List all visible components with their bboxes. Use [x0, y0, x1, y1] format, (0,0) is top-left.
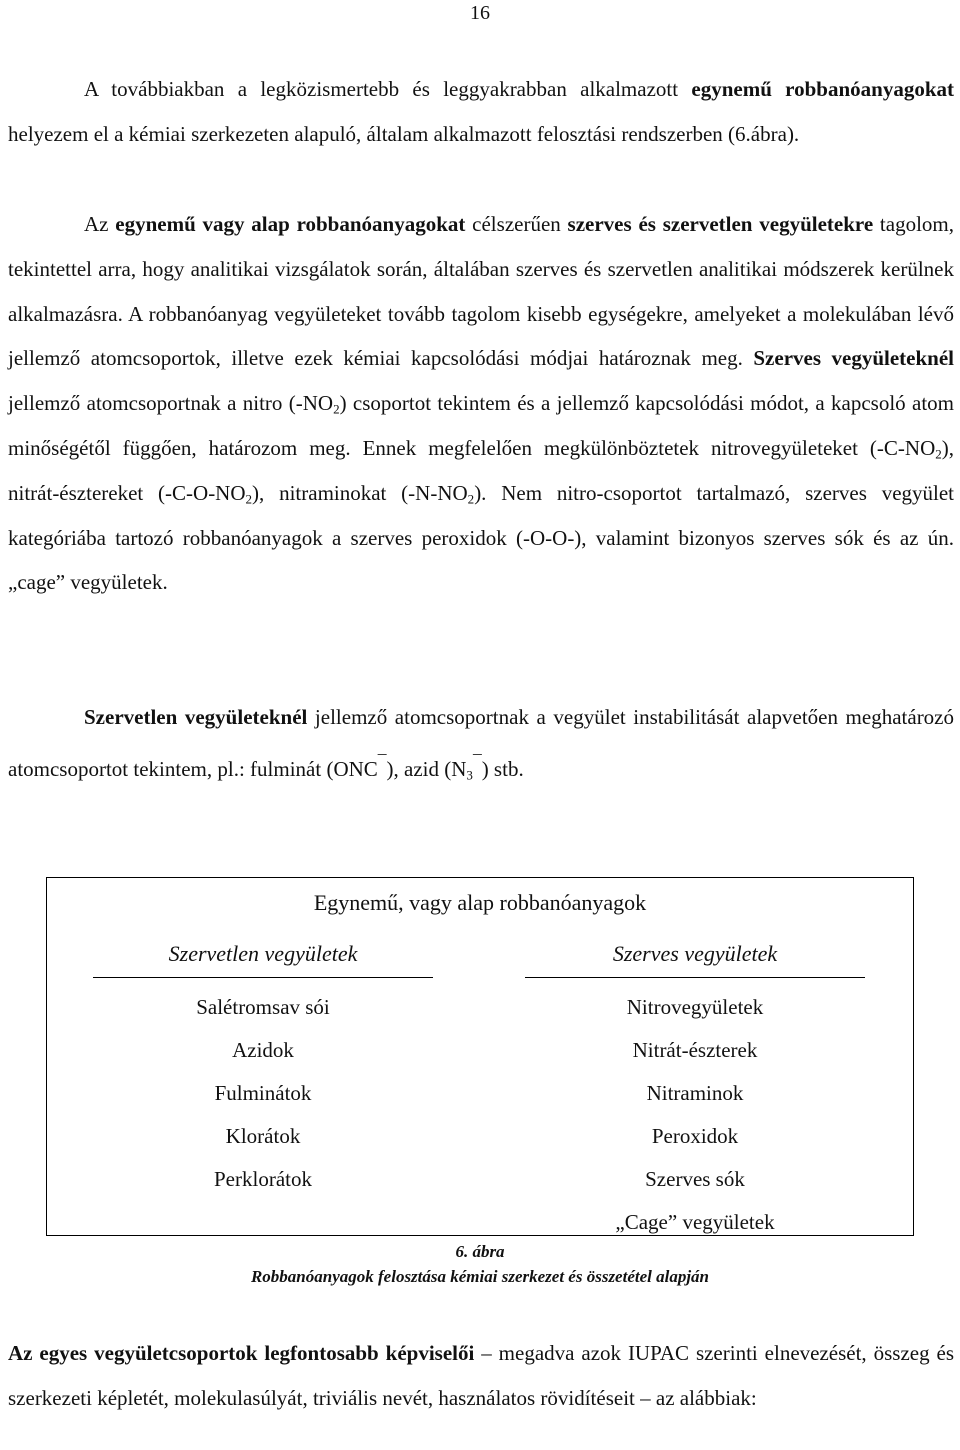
paragraph-inorganic: [8, 695, 954, 792]
paragraph-intro: [8, 67, 954, 157]
paragraph-text: A továbbiakban a legközismertebb és leggyakrabban alkalmazott: [84, 77, 692, 101]
inorganic-item: Fulminátok: [214, 1081, 312, 1105]
paragraph-text: helyezem el a kémiai szerkezeten alapuló, általam alkalmazott felosztási rendszerben (6.ábra).: [8, 121, 800, 146]
subscript: 2: [245, 491, 253, 507]
paragraph-text: ), nitraminokat (-N-NO: [252, 480, 468, 505]
paragraph-text: ), nitrát-észtereket (-C-O-NO: [8, 435, 954, 505]
inorganic-header: Szervetlen vegyületek: [168, 941, 358, 966]
inorganic-item: Klorátok: [225, 1124, 301, 1148]
organic-item: „Cage” vegyületek: [615, 1210, 775, 1234]
paragraph-text: ) csoportot tekintem és a jellemző kapcsolódási módot, a kapcsoló atom minőségétől függően, határozom meg. Ennek megfelelően megkülönböztetek nitrovegyületeket (-C-NO: [8, 391, 954, 460]
paragraph-text: Az: [84, 212, 116, 236]
inorganic-column: [93, 936, 433, 1201]
figure-caption-text: Robbanóanyagok felosztása kémiai szerkezet és összetétel alapján: [250, 1267, 710, 1286]
subscript: 2: [467, 491, 475, 507]
paragraph-text: – megadva azok IUPAC szerinti elnevezését, összeg és szerkezeti képletét, molekulasúlyát, triviális nevét, használatos rövidítéseit – az alábbiak:: [8, 1341, 954, 1410]
organic-item: Nitraminok: [646, 1081, 744, 1105]
organic-header: Szerves vegyületek: [612, 941, 778, 966]
subscript: 2: [935, 446, 942, 462]
bold-term: Az egyes vegyületcsoportok legfontosabb képviselői: [8, 1341, 475, 1365]
classification-figure: [46, 877, 914, 1236]
figure-title: Egynemű, vagy alap robbanóanyagok: [313, 890, 647, 915]
organic-item: Nitrát-észterek: [632, 1038, 758, 1062]
paragraph-text: jellemző atomcsoportnak a nitro (-NO: [8, 391, 334, 416]
paragraph-text: célszerűen: [465, 212, 568, 236]
paragraph-classification: [8, 202, 954, 605]
paragraph-text: jellemző atomcsoportnak a vegyület instabilitását alapvetően meghatározó atomcsoportot tekintem, pl.: fulminát (ONC: [8, 705, 955, 781]
superscript: ¯: [472, 751, 482, 772]
inorganic-item: Azidok: [232, 1038, 294, 1062]
column-divider: [525, 977, 865, 978]
paragraph-text: ) stb.: [481, 756, 524, 781]
paragraph-representatives: [8, 1331, 954, 1421]
column-divider: [93, 977, 433, 978]
bold-term: szerves és szervetlen vegyületekre: [567, 212, 874, 236]
figure-caption-number: 6. ábra: [455, 1242, 505, 1261]
bold-term: Szervetlen vegyületeknél: [84, 705, 308, 729]
organic-item: Nitrovegyületek: [626, 995, 764, 1019]
bold-term: Szerves vegyületeknél: [753, 346, 955, 371]
subscript: 3: [466, 767, 473, 783]
paragraph-text: ). Nem nitro-csoportot tartalmazó, szerves vegyület kategóriába tartozó robbanóanyagok a szerves peroxidok (-O-O-), valamint bizonyos szerves sók és az ún. „cage” vegyületek.: [8, 480, 955, 595]
bold-term: egynemű vagy alap robbanóanyagokat: [115, 212, 466, 236]
paragraph-text: ), azid (N: [386, 756, 467, 781]
paragraph-text: tagolom, tekintettel arra, hogy analitikai vizsgálatok során, általában szerves és szervetlen analitikai módszerek kerülnek alkalmazásra. A robbanóanyag vegyületeket tovább tagolom kisebb egységekre, amelyeket a molekulában lévő jellemző atomcsoportok, illetve ezek kémiai kapcsolódási módjai határoznak meg.: [8, 212, 954, 371]
bold-term: egynemű robbanóanyagokat: [691, 77, 954, 101]
superscript: ¯: [377, 751, 387, 772]
page-number: 16: [470, 2, 490, 24]
subscript: 2: [333, 401, 340, 417]
inorganic-item: Salétromsav sói: [196, 995, 330, 1019]
organic-item: Peroxidok: [651, 1124, 739, 1148]
inorganic-item: Perklorátok: [214, 1167, 312, 1191]
organic-item: Szerves sók: [645, 1167, 745, 1191]
organic-column: [525, 936, 865, 1244]
